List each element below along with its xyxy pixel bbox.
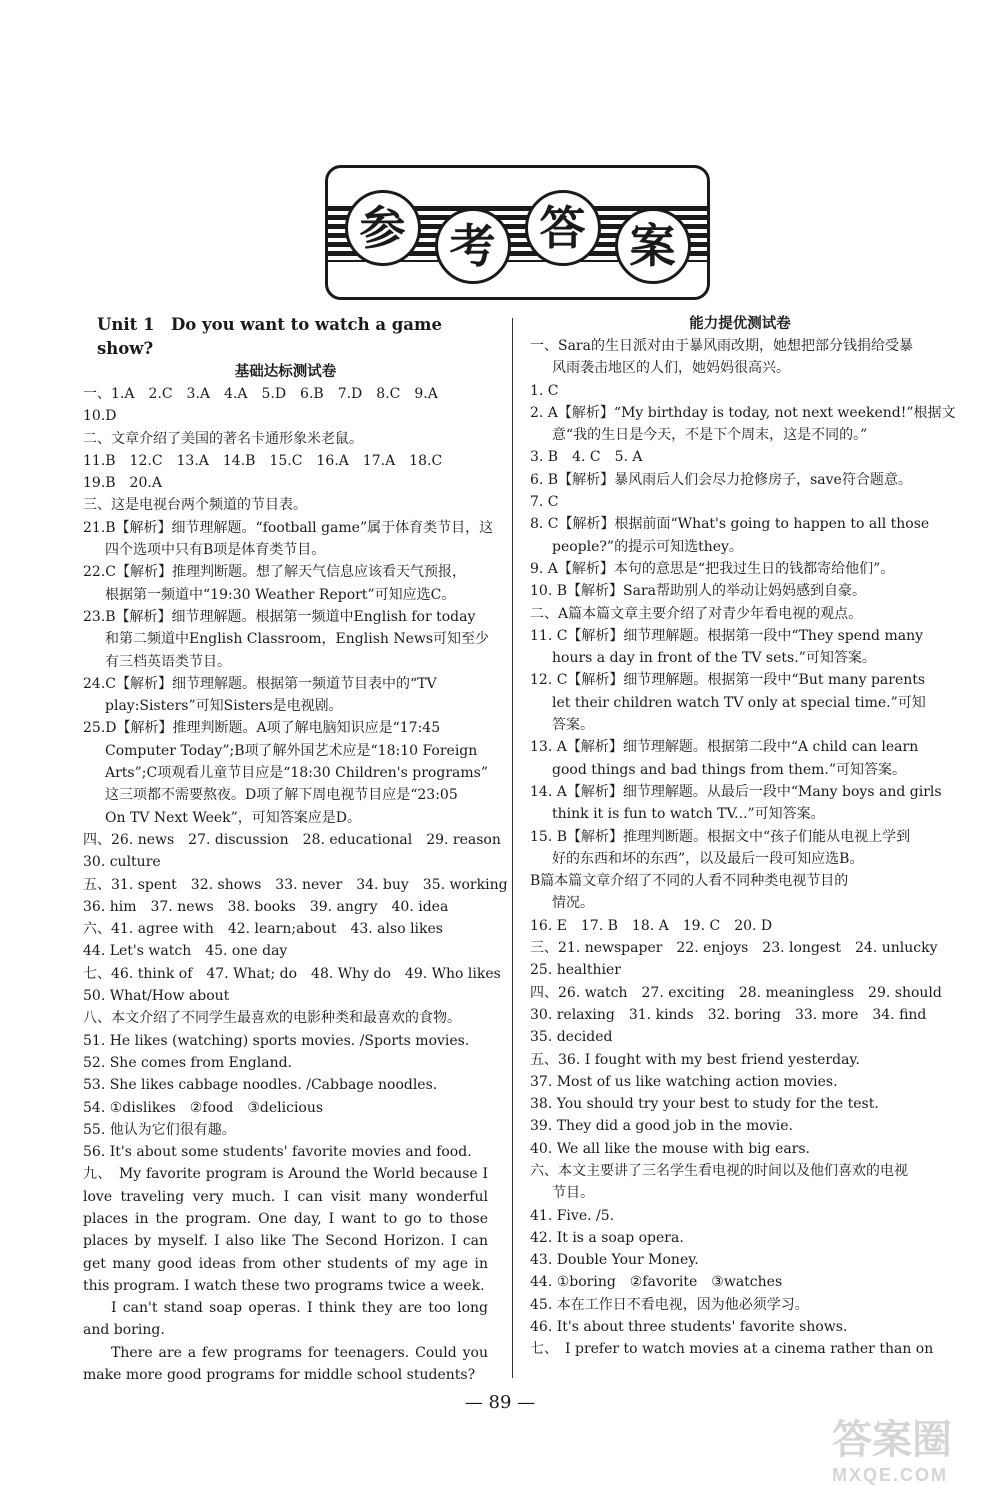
watermark-logo <box>832 1408 982 1485</box>
answer-line: 50. What/How about <box>83 988 230 1005</box>
answer-line: Arts”;C项观看儿童节目应是“18:30 Children's programs” <box>105 765 488 782</box>
answer-line: 25. healthier <box>530 962 621 979</box>
answer-line: 16. E 17. B 18. A 19. C 20. D <box>530 917 773 934</box>
answer-line: 答案。 <box>552 717 594 734</box>
answer-line: let their children watch TV only at special time.”可知 <box>552 694 926 711</box>
answer-line: 19.B 20.A <box>83 475 162 492</box>
banner-char: 案 <box>615 208 691 284</box>
answer-line: 43. Double Your Money. <box>530 1252 699 1269</box>
essay-block <box>83 1163 488 1386</box>
answer-line: 38. You should try your best to study for the test. <box>530 1096 879 1113</box>
answer-line: 30. relaxing 31. kinds 32. boring 33. more 34. find <box>530 1006 927 1023</box>
answer-line: 七、 I prefer to watch movies at a cinema rather than on <box>530 1341 934 1358</box>
answer-line: 四、26. news 27. discussion 28. educational 29. reason <box>83 831 501 848</box>
section-title-advanced: 能力提优测试卷 <box>689 315 791 332</box>
answer-line: 6. B【解析】暴风雨后人们会尽力抢修房子，save符合题意。 <box>530 471 912 488</box>
answer-line: 五、36. I fought with my best friend yesterday. <box>530 1051 860 1068</box>
answer-line: 41. Five. /5. <box>530 1207 615 1224</box>
answer-line: 11. C【解析】细节理解题。根据第一段中“They spend many <box>530 627 923 644</box>
banner-char: 考 <box>435 208 511 284</box>
essay-paragraph: 九、 My favorite program is Around the World because I love traveling very much. I can visit many wonderful places in the program. One day, I want to go to those places by myself. I also like The Second Horizon. I can get many good ideas from other students of my age in this program. I watch these two programs twice a week. <box>83 1166 488 1294</box>
answer-line: 54. ①dislikes ②food ③delicious <box>83 1099 324 1116</box>
answer-line: 53. She likes cabbage noodles. /Cabbage noodles. <box>83 1077 438 1094</box>
answer-line: 10.D <box>83 408 117 425</box>
watermark-url: MXQE.COM <box>832 1465 949 1485</box>
answer-line: 这三项都不需要熬夜。D项了解下周电视节目应是“23:05 <box>105 787 458 804</box>
answer-line: 二、A篇本篇文章主要介绍了对青少年看电视的观点。 <box>530 605 863 622</box>
answer-line: 3. B 4. C 5. A <box>530 449 643 466</box>
answer-line: 和第二频道中English Classroom，English News可知至少 <box>105 631 490 648</box>
answer-line: 42. It is a soap opera. <box>530 1229 684 1246</box>
answer-line: 56. It's about some students' favorite movies and food. <box>83 1144 472 1161</box>
answer-line: On TV Next Week”，可知答案应是D。 <box>105 809 362 826</box>
answer-line: 21.B【解析】细节理解题。“football game”属于体育类节目，这 <box>83 519 494 536</box>
answer-line: 23.B【解析】细节理解题。根据第一频道中English for today <box>83 608 476 625</box>
answer-line: 22.C【解析】推理判断题。想了解天气信息应该看天气预报， <box>83 564 466 581</box>
column-divider <box>512 318 513 1378</box>
banner-circles <box>328 190 707 284</box>
answer-line: 七、46. think of 47. What; do 48. Why do 49. Who likes <box>83 965 501 982</box>
answer-line: 12. C【解析】细节理解题。根据第一段中“But many parents <box>530 672 926 689</box>
answer-line: 30. culture <box>83 854 161 871</box>
answer-line: 35. decided <box>530 1029 613 1046</box>
answer-line: hours a day in front of the TV sets.”可知答案。 <box>552 650 876 667</box>
answer-line: 44. ①boring ②favorite ③watches <box>530 1274 783 1291</box>
answer-line: 40. We all like the mouse with big ears. <box>530 1140 811 1157</box>
left-answer-lines <box>83 383 508 1163</box>
answer-line: 25.D【解析】推理判断题。A项了解电脑知识应是“17:45 <box>83 720 441 737</box>
essay-paragraph: There are a few programs for teenagers. Could you make more good programs for middle school students? <box>83 1344 488 1384</box>
answer-line: 52. She comes from England. <box>83 1054 293 1071</box>
section-title-basic: 基础达标测试卷 <box>234 363 337 380</box>
answer-line: 13. A【解析】细节理解题。根据第二段中“A child can learn <box>530 739 919 756</box>
answer-line: 1. C <box>530 382 559 399</box>
answer-line: 44. Let's watch 45. one day <box>83 943 288 960</box>
answer-line: 24.C【解析】细节理解题。根据第一频道节目表中的“TV <box>83 675 437 692</box>
answer-line: 有三档英语类节目。 <box>105 653 231 670</box>
answer-line: 2. A【解析】“My birthday is today, not next weekend!”根据文 <box>530 404 956 421</box>
answer-line: 37. Most of us like watching action movies. <box>530 1073 838 1090</box>
answer-line: 意“我的生日是今天，不是下个周末，这是不同的。” <box>552 427 868 444</box>
answer-line: 14. A【解析】细节理解题。从最后一段中“Many boys and girls <box>530 783 942 800</box>
answer-line: 一、1.A 2.C 3.A 4.A 5.D 6.B 7.D 8.C 9.A <box>83 386 438 402</box>
answer-line: 节目。 <box>552 1185 594 1202</box>
watermark-text: 答案圈 <box>832 1418 952 1462</box>
answer-line: 55. 他认为它们很有趣。 <box>83 1121 236 1138</box>
banner-char: 答 <box>525 190 601 266</box>
right-column <box>530 313 956 1361</box>
answer-line: 一、Sara的生日派对由于暴风雨改期，她想把部分钱捐给受暴 <box>530 338 913 354</box>
answer-line: 四、26. watch 27. exciting 28. meaningless 29. should <box>530 984 942 1001</box>
answer-line: Computer Today”;B项了解外国艺术应是“18:10 Foreign <box>105 742 478 759</box>
left-column <box>83 313 508 1386</box>
banner-char: 参 <box>345 190 421 266</box>
answer-line: 四个选项中只有B项是体育类节目。 <box>105 542 326 559</box>
answer-line: play:Sisters”可知Sisters是电视剧。 <box>105 698 343 715</box>
answer-line: 15. B【解析】推理判断题。根据文中“孩子们能从电视上学到 <box>530 828 911 845</box>
essay-paragraph: I can't stand soap operas. I think they are too long and boring. <box>83 1300 488 1339</box>
answer-line: 三、21. newspaper 22. enjoys 23. longest 24. unlucky <box>530 940 938 957</box>
answer-line: 好的东西和坏的东西”，以及最后一段可知应选B。 <box>552 850 864 867</box>
answer-line: think it is fun to watch TV...”可知答案。 <box>552 806 825 823</box>
answer-line: 46. It's about three students' favorite shows. <box>530 1319 848 1336</box>
answer-line: 8. C【解析】根据前面“What's going to happen to all those <box>530 516 930 533</box>
answer-line: 五、31. spent 32. shows 33. never 34. buy 35. working <box>83 876 508 893</box>
answer-line: 45. 本在工作日不看电视，因为他必须学习。 <box>530 1296 809 1313</box>
unit-title: Unit 1 Do you want to watch a game show? <box>97 315 442 358</box>
answer-line: 36. him 37. news 38. books 39. angry 40. idea <box>83 898 449 915</box>
answer-line: 10. B【解析】Sara帮助别人的举动让妈妈感到自豪。 <box>530 583 866 600</box>
answer-line: 二、文章介绍了美国的著名卡通形象米老鼠。 <box>83 430 363 447</box>
page-number: — 89 — <box>464 1392 536 1413</box>
answer-line: 情况。 <box>552 895 594 912</box>
answer-line: good things and bad things from them.”可知答案。 <box>552 761 907 778</box>
answer-line: 7. C <box>530 494 559 511</box>
answer-line: people?”的提示可知选they。 <box>552 538 743 555</box>
answer-line: 根据第一频道中“19:30 Weather Report”可知应选C。 <box>105 586 456 603</box>
right-answer-lines <box>530 335 956 1361</box>
answer-line: B篇本篇文章介绍了不同的人看不同种类电视节目的 <box>530 873 849 890</box>
answer-line: 风雨袭击地区的人们，她妈妈很高兴。 <box>552 360 790 377</box>
answer-line: 八、本文介绍了不同学生最喜欢的电影种类和最喜欢的食物。 <box>83 1010 461 1027</box>
answer-banner <box>325 165 710 300</box>
answer-line: 三、这是电视台两个频道的节目表。 <box>83 497 307 514</box>
answer-line: 11.B 12.C 13.A 14.B 15.C 16.A 17.A 18.C <box>83 452 443 469</box>
answer-line: 六、41. agree with 42. learn;about 43. also likes <box>83 921 443 938</box>
answer-line: 六、本文主要讲了三名学生看电视的时间以及他们喜欢的电视 <box>530 1162 908 1179</box>
answer-line: 51. He likes (watching) sports movies. /Sports movies. <box>83 1032 470 1049</box>
answer-line: 39. They did a good job in the movie. <box>530 1118 793 1135</box>
answer-line: 9. A【解析】本句的意思是“把我过生日的钱都寄给他们”。 <box>530 560 895 577</box>
